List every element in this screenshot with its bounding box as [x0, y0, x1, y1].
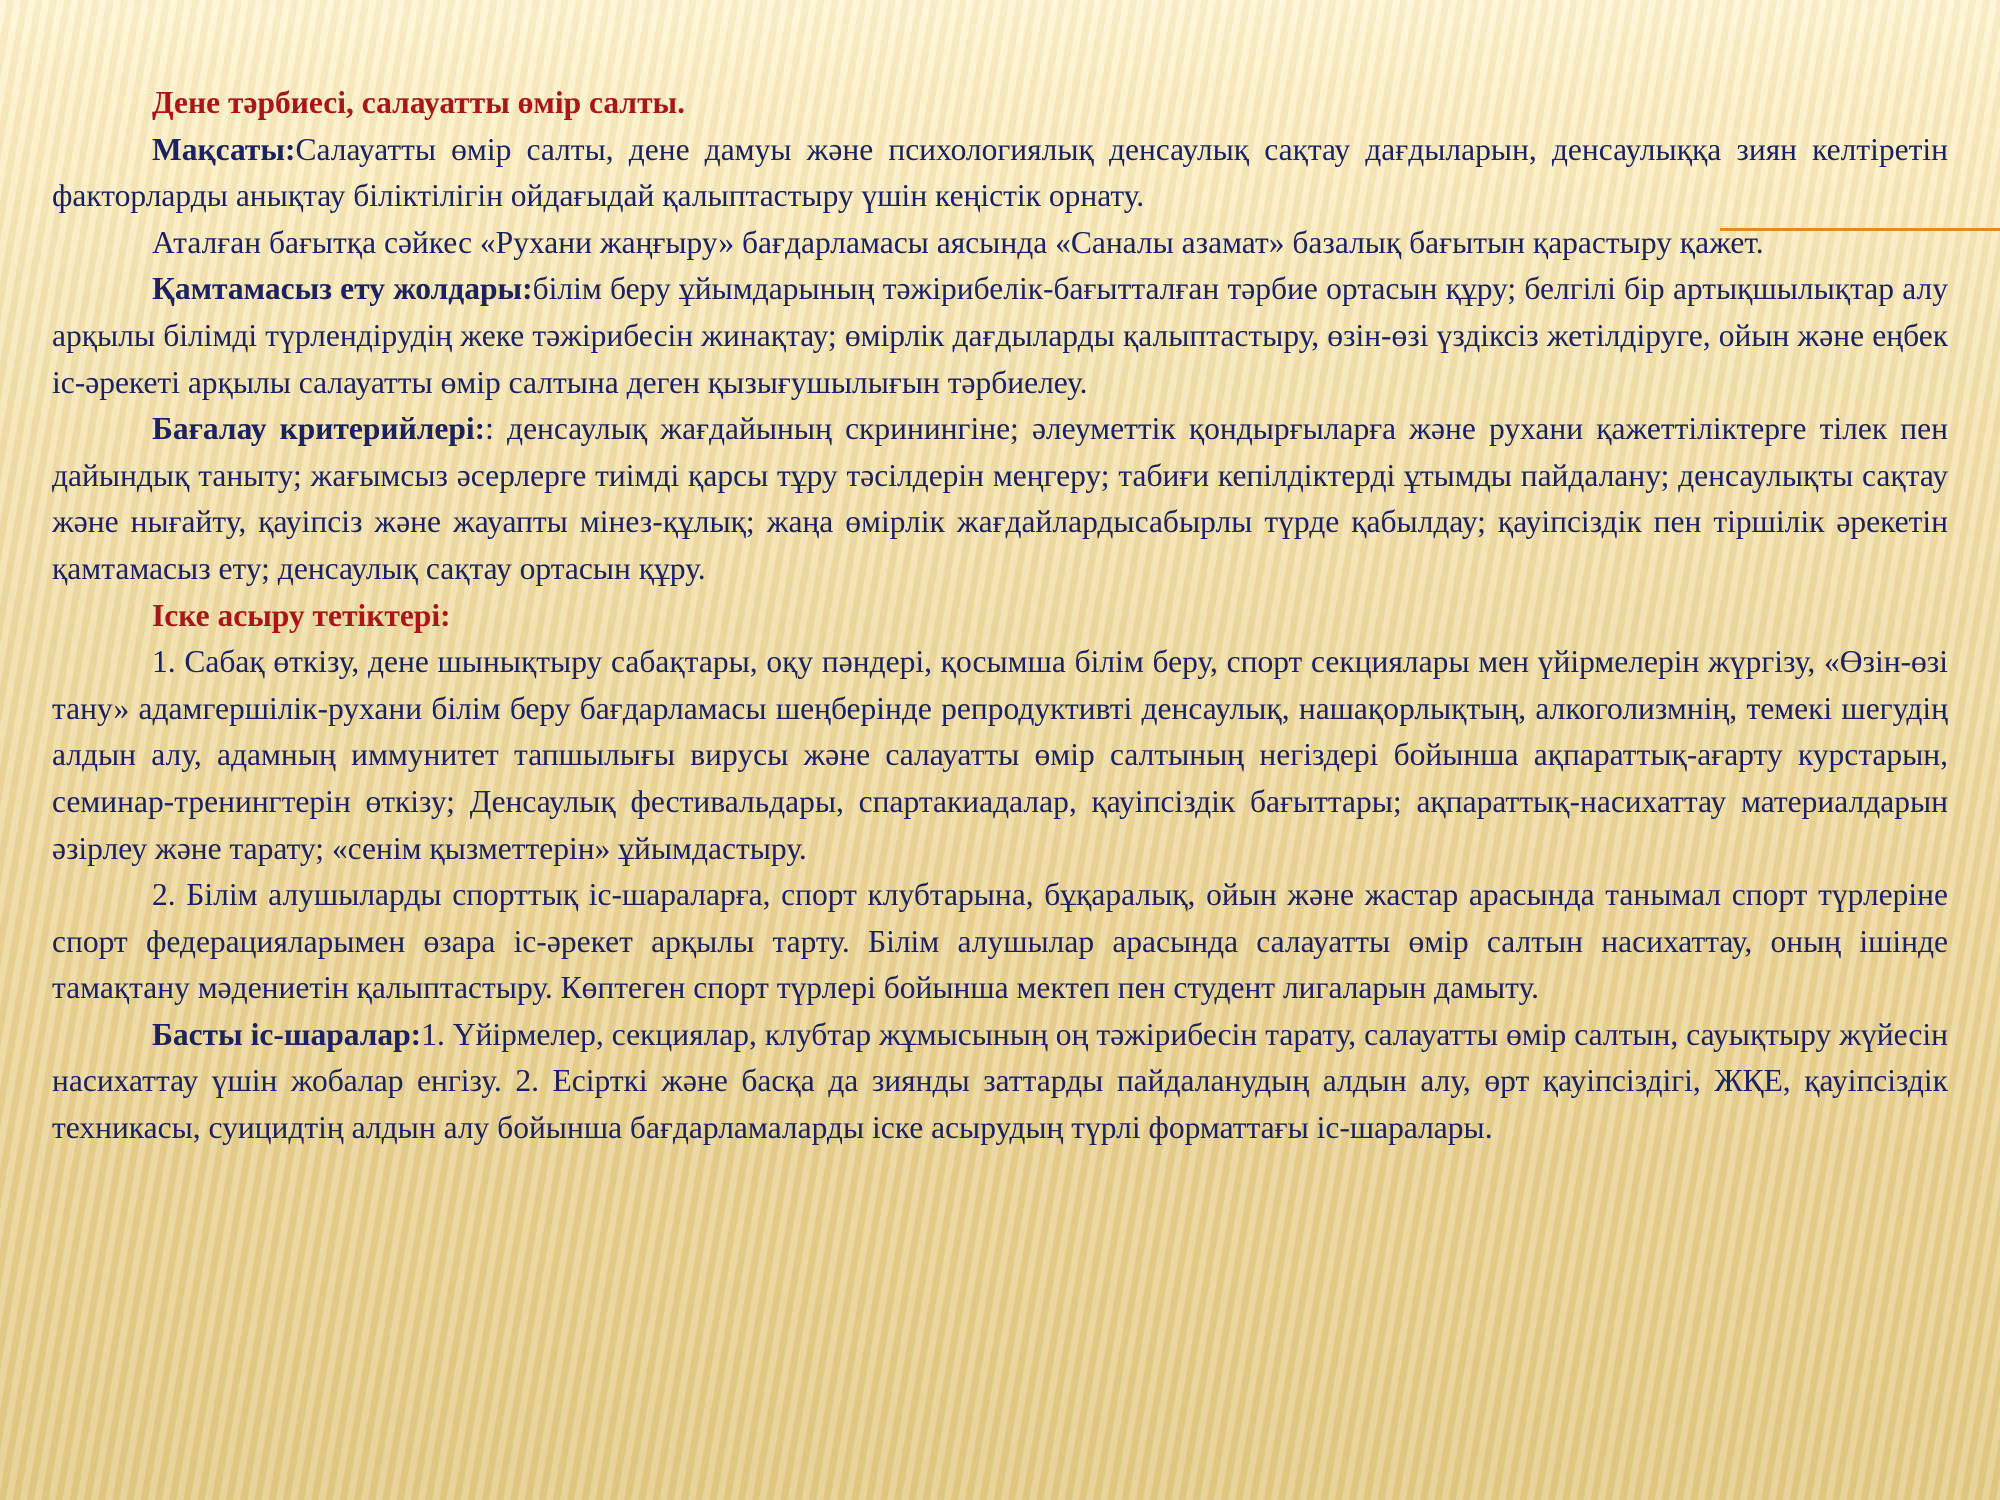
direction-paragraph: Аталған бағытқа сәйкес «Рухани жаңғыру» бағдарламасы аясында «Саналы азамат» базалық бағытын қарастыру қажет. [152, 224, 1764, 260]
criteria-label: Бағалау критерийлері: [152, 411, 486, 447]
main-events-label: Басты іс-шаралар: [152, 1016, 422, 1052]
criteria-paragraph [52, 406, 1948, 592]
ways-label: Қамтамасыз ету жолдары: [152, 271, 533, 307]
goal-label: Мақсаты: [152, 131, 296, 167]
criteria-text: : денсаулық жағдайының скринингіне; әлеуметтік қондырғыларға және рухани қажеттіліктерге тілек пен дайындық таныту; жағымсыз әсерлерге тиімді қарсы тұру тәсілдерін меңгеру; табиғи кепілдіктерді ұтымды пайдалану; денсаулықты сақтау және нығайту, қауіпсіз және жауапты мінез-құлық; жаңа өмірлік жағдайлардысабырлы түрде қабылдау; қауіпсіздік пен тіршілік әрекетін қамтамасыз ету; денсаулық сақтау ортасын құру. [52, 411, 1949, 586]
goal-text: Салауатты өмір салты, дене дамуы және психологиялық денсаулық сақтау дағдыларын, денсаулыққа зиян келтіретін факторларды анықтау біліктілігін ойдағыдай қалыптастыру үшін кеңістік орнату. [52, 131, 1948, 214]
main-events-text: 1. Үйірмелер, секциялар, клубтар жұмысының оң тәжірибесін тарату, салауатты өмір салтын, сауықтыру жүйесін насихаттау үшін жобалар енгізу. 2. Есірткі және басқа да зиянды заттарды пайдаланудың алдын алу, өрт қауіпсіздігі, ЖҚЕ, қауіпсіздік техникасы, суицидтің алдын алу бойынша бағдарламаларды іске асырудың түрлі форматтағы іс-шаралары. [52, 1016, 1949, 1146]
mechanisms-heading: Іске асыру тетіктері: [152, 597, 451, 633]
mechanism-2-paragraph: 2. Білім алушыларды спорттық іс-шараларға, спорт клубтарына, бұқаралық, ойын және жастар арасында танымал спорт түрлеріне спорт федерацияларымен өзара іс-әрекет арқылы тарту. Білім алушылар арасында салауатты өмір салтын насихаттау, оның ішінде тамақтану мәдениетін қалыптастыру. Көптеген спорт түрлері бойынша мектеп пен студент лигаларын дамыту. [52, 877, 1948, 1006]
ways-paragraph [52, 266, 1948, 406]
mechanism-1-paragraph: 1. Сабақ өткізу, дене шынықтыру сабақтары, оқу пәндері, қосымша білім беру, спорт секциялары мен үйірмелерін жүргізу, «Өзін-өзі тану» адамгершілік-рухани білім беру бағдарламасы шеңберінде репродуктивті денсаулық, нашақорлықтың, алкоголизмнің, темекі шегудің алдын алу, адамның иммунитет тапшылығы вирусы және салауатты өмір салтының негіздері бойынша ақпараттық-ағарту курстарын, семинар-тренингтерін өткізу; Денсаулық фестивальдары, спартакиадалар, қауіпсіздік бағыттары; ақпараттық-насихаттау материалдарын әзірлеу және тарату; «сенім қызметтерін» ұйымдастыру. [52, 644, 1948, 866]
main-events-paragraph [52, 1012, 1948, 1152]
ways-text: білім беру ұйымдарының тәжірибелік-бағытталған тәрбие ортасын құру; белгілі бір артықшылықтар алу арқылы білімді түрлендірудің жеке тәжірибесін жинақтау; өмірлік дағдыларды қалыптастыру, өзін-өзі үздіксіз жетілдіруге, ойын және еңбек іс-әрекеті арқылы салауатты өмір салтына деген қызығушылығын тәрбиелеу. [52, 271, 1948, 400]
goal-paragraph [52, 127, 1948, 220]
slide-title: Дене тәрбиесі, салауатты өмір салты. [152, 85, 686, 120]
slide-content [52, 80, 1948, 1152]
